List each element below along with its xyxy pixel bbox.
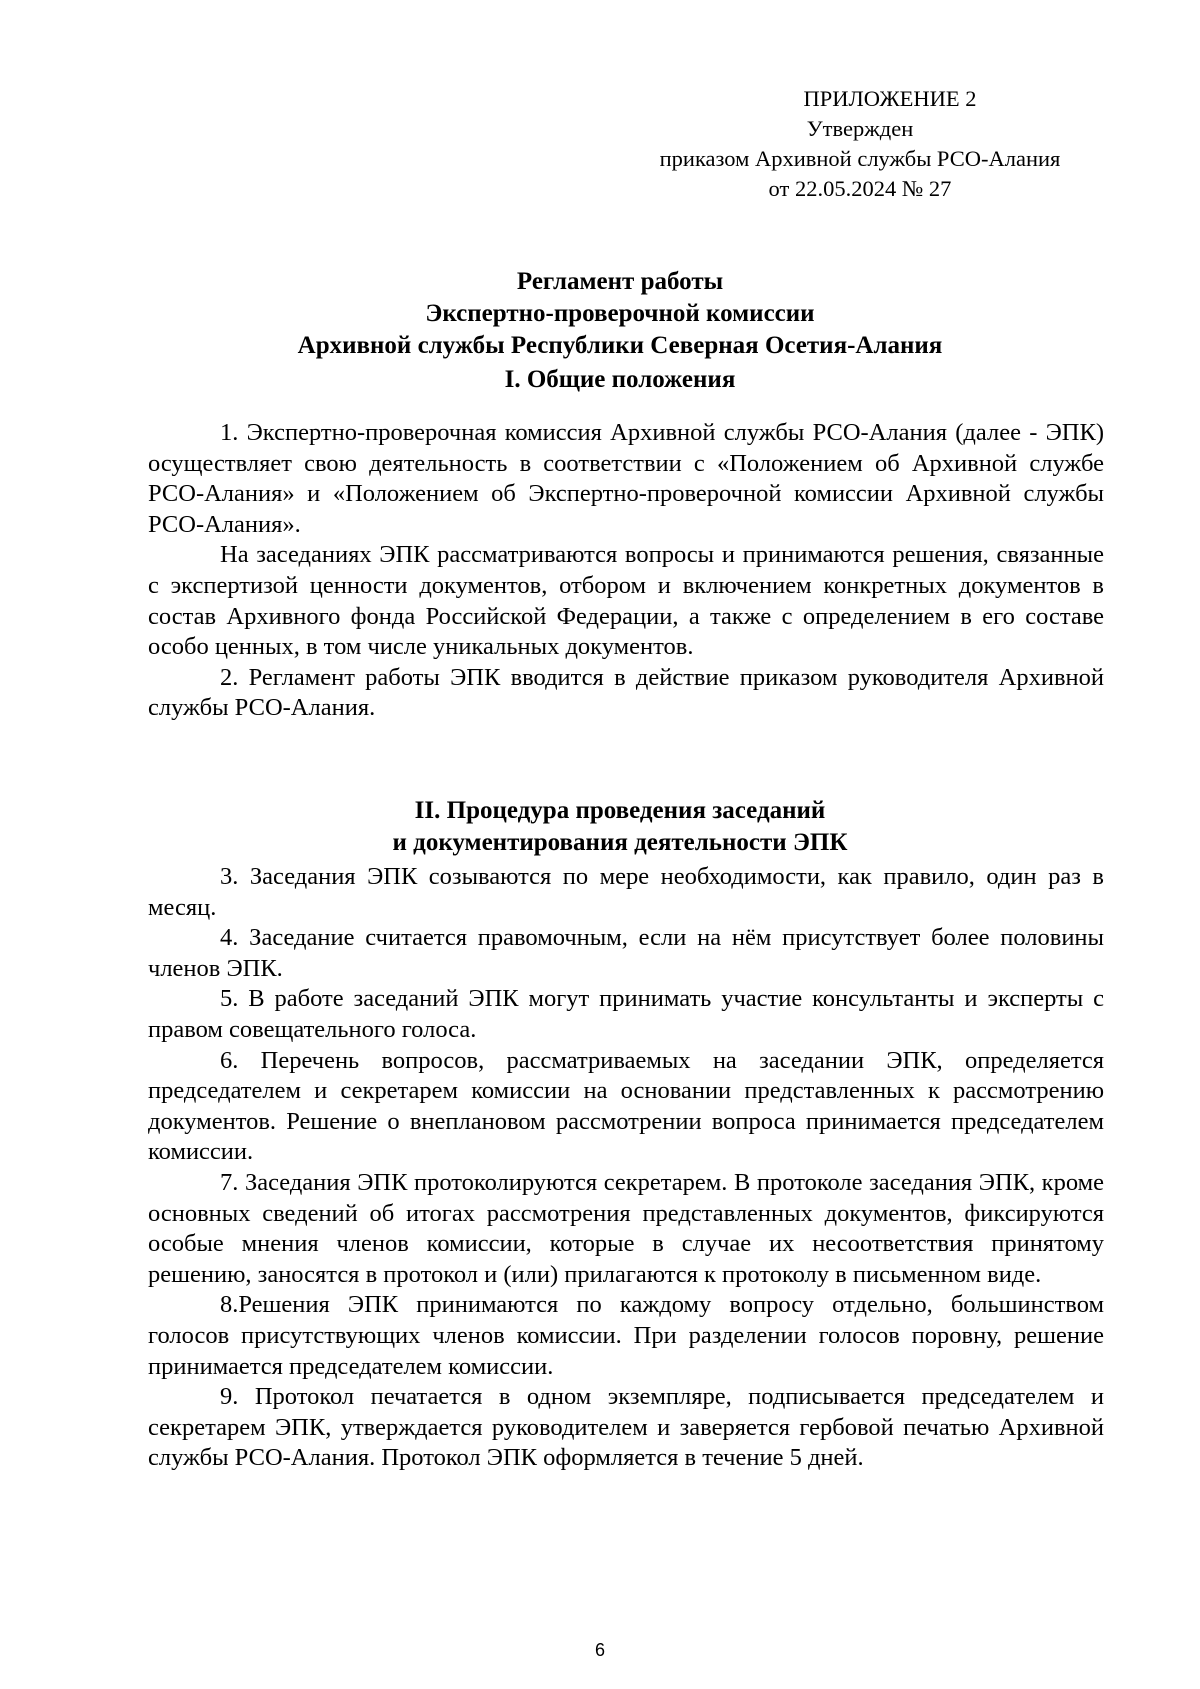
order-date-number: от 22.05.2024 № 27: [768, 176, 952, 201]
title-line-2: Экспертно-проверочной комиссии: [425, 300, 815, 327]
paragraph: 8.Решения ЭПК принимаются по каждому вопросу отдельно, большинством голосов присутствующих членов комиссии. При разделении голосов поровну, решение принимается председателем комиссии.: [148, 1291, 1104, 1380]
approval-block: [620, 84, 1100, 204]
page-number: 6: [594, 1640, 605, 1660]
section-1-body: [148, 418, 1104, 724]
paragraph: 6. Перечень вопросов, рассматриваемых на заседании ЭПК, определяется председателем и секретарем комиссии на основании представленных к рассмотрению документов. Решение о внеплановом рассмотрении вопроса принимается председателем комиссии.: [148, 1046, 1104, 1166]
annex-label: ПРИЛОЖЕНИЕ 2: [803, 86, 977, 111]
title-line-1: Регламент работы: [516, 268, 724, 295]
paragraph: 9. Протокол печатается в одном экземпляре, подписывается председателем и секретарем ЭПК, утверждается руководителем и заверяется гербовой печатью Архивной службы РСО-Алания. Протокол ЭПК оформляется в течение 5 дней.: [148, 1383, 1104, 1472]
section-2-body: [148, 862, 1104, 1474]
section-2-heading-line-1: II. Процедура проведения заседаний: [414, 797, 826, 824]
paragraph: 1. Экспертно-проверочная комиссия Архивной службы РСО-Алания (далее - ЭПК) осуществляет свою деятельность в соответствии с «Положением об Архивной службе РСО-Алания» и «Положением об Экспертно-проверочной комиссии Архивной службы РСО-Алания».: [148, 419, 1104, 538]
document-title: [80, 266, 1160, 362]
paragraph: 2. Регламент работы ЭПК вводится в действие приказом руководителя Архивной службы РСО-Алания.: [148, 663, 1104, 722]
paragraph: 5. В работе заседаний ЭПК могут принимать участие консультанты и эксперты с правом совещательного голоса.: [148, 985, 1104, 1043]
section-2-heading-line-2: и документирования деятельности ЭПК: [392, 829, 848, 856]
approved-by-order: приказом Архивной службы РСО-Алания: [659, 146, 1061, 171]
paragraph: 4. Заседание считается правомочным, если на нём присутствует более половины членов ЭПК.: [148, 924, 1104, 982]
paragraph: 7. Заседания ЭПК протоколируются секретарем. В протоколе заседания ЭПК, кроме основных сведений об итогах рассмотрения представленных документов, фиксируются особые мнения членов комиссии, которые в случае их несоответствия принятому решению, заносятся в протокол и (или) прилагаются к протоколу в письменном виде.: [148, 1168, 1104, 1288]
section-1-heading: I. Общие положения: [504, 366, 736, 393]
paragraph: 3. Заседания ЭПК созываются по мере необходимости, как правило, один раз в месяц.: [148, 863, 1104, 921]
paragraph: На заседаниях ЭПК рассматриваются вопросы и принимаются решения, связанные с экспертизой ценности документов, отбором и включением конкретных документов в состав Архивного фонда Российской Федерации, а также с определением в его составе особо ценных, в том числе уникальных документов.: [148, 541, 1104, 661]
approved-label: Утвержден: [806, 116, 914, 141]
section-2-heading: [80, 795, 1160, 859]
title-line-3: Архивной службы Республики Северная Осетия-Алания: [297, 332, 943, 359]
